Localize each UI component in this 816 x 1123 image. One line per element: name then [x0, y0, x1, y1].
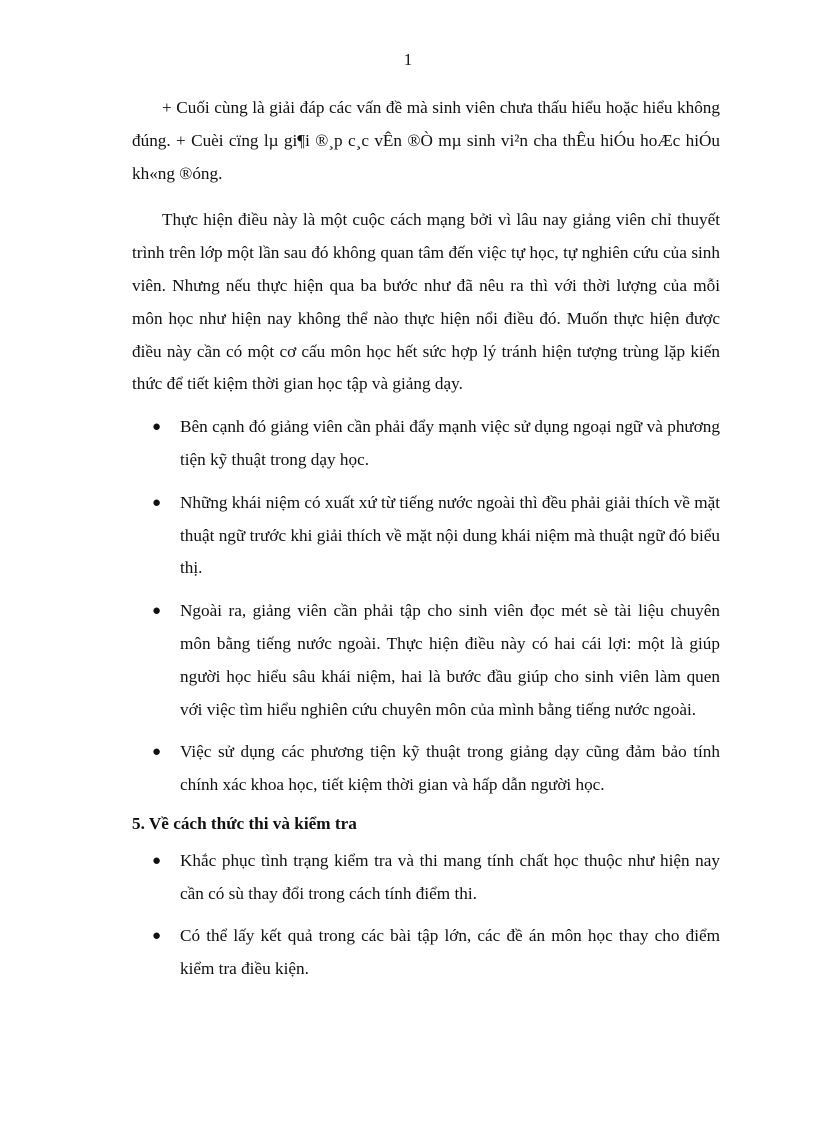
- section-exams: [132, 808, 720, 986]
- list-item-text: Khắc phục tình trạng kiểm tra và thi mang tính chất học thuộc như hiện nay cần có sù thay đổi trong cách tính điểm thi.: [180, 850, 720, 903]
- bullet-list: [132, 845, 720, 986]
- list-item: [132, 595, 720, 726]
- list-item: [132, 487, 720, 585]
- list-item-text: Có thể lấy kết quả trong các bài tập lớn, các đề án môn học thay cho điểm kiểm tra điều kiện.: [180, 926, 720, 979]
- bullet-icon: ●: [152, 603, 162, 620]
- list-item-text: Việc sử dụng các phương tiện kỹ thuật trong giảng dạy cũng đảm bảo tính chính xác khoa học, tiết kiệm thời gian và hấp dẫn người học.: [180, 742, 720, 795]
- document-body: [132, 92, 720, 986]
- bullet-icon: ●: [152, 928, 162, 945]
- paragraph: Thực hiện điều này là một cuộc cách mạng bởi vì lâu nay giảng viên chỉ thuyết trình trên lớp một lần sau đó không quan tâm đến việc tự học, tự nghiên cứu của sinh viên. Nhưng nếu thực hiện qua ba bước như đã nêu ra thì với thời lượng của mỗi môn học như hiện nay không thể nào thực hiện nổi điều đó. Muốn thực hiện được điều này cần có một cơ cấu môn học hết sức hợp lý tránh hiện tượng trùng lặp kiến thức để tiết kiệm thời gian học tập và giảng dạy.: [132, 210, 720, 394]
- bullet-list: [132, 411, 720, 802]
- list-item: [132, 845, 720, 911]
- bullet-icon: ●: [152, 744, 162, 761]
- section-heading: 5. Về cách thức thi và kiểm tra: [132, 813, 357, 833]
- bullet-icon: ●: [152, 419, 162, 436]
- page-number: 1: [403, 50, 413, 69]
- list-item: [132, 736, 720, 802]
- paragraph: + Cuối cùng là giải đáp các vấn đề mà sinh viên chưa thấu hiểu hoặc hiểu không đúng. + Cuèi cïng lµ gi¶i ®¸p c¸c vÊn ®Ò mµ sinh vi²n cha thÊu hiÓu hoÆc hiÓu kh«ng ®óng.: [132, 98, 720, 183]
- list-item-text: Ngoài ra, giảng viên cần phải tập cho sinh viên đọc mét sè tài liệu chuyên môn bằng tiếng nước ngoài. Thực hiện điều này có hai cái lợi: một là giúp người học hiểu sâu khái niệm, hai là bước đầu giúp cho sinh viên làm quen với việc tìm hiểu nghiên cứu chuyên môn của mình bằng tiếng nước ngoài.: [180, 601, 720, 719]
- list-item-text: Những khái niệm có xuất xứ từ tiếng nước ngoài thì đều phải giải thích về mặt thuật ngữ trước khi giải thích về mặt nội dung khái niệm mà thuật ngữ đó biểu thị.: [180, 492, 720, 578]
- list-item: [132, 411, 720, 477]
- bullet-icon: ●: [152, 494, 162, 511]
- bullet-icon: ●: [152, 852, 162, 869]
- list-item-text: Bên cạnh đó giảng viên cần phải đẩy mạnh việc sử dụng ngoại ngữ và phương tiện kỹ thuật trong dạy học.: [180, 417, 720, 469]
- list-item: [132, 920, 720, 986]
